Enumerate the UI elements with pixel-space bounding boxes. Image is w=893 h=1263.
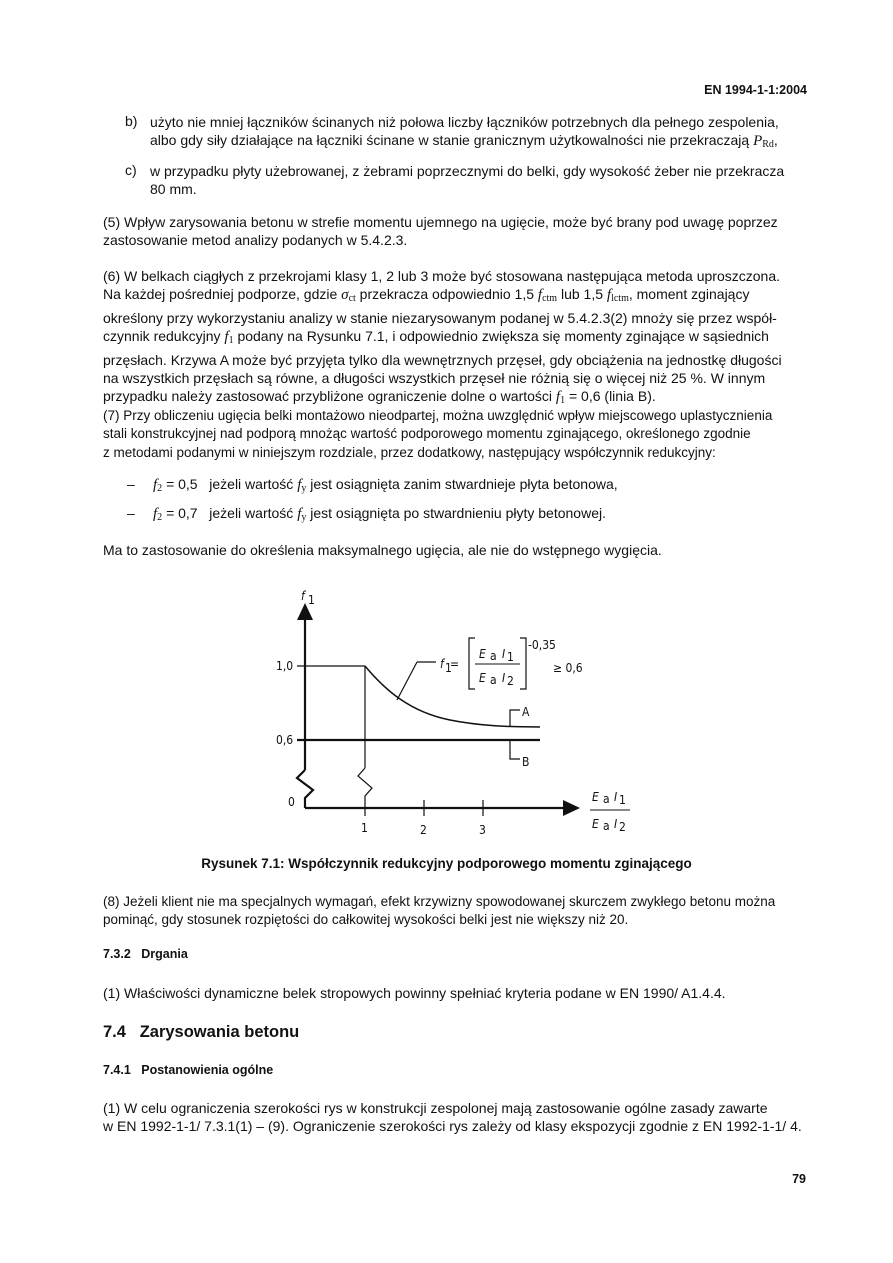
- symbol-sigma: σ: [341, 287, 349, 304]
- subscript-y: y: [301, 483, 307, 494]
- paragraph-6-line5: przęsłach. Krzywa A może być przyjęta tylko dla wewnętrznych przęseł, gdy obciążenia na jednostkę długości: [103, 351, 782, 368]
- symbol-f: f: [224, 329, 229, 346]
- subscript-ct: ct: [348, 293, 356, 305]
- dash-item-eq: = 0,5: [166, 476, 198, 492]
- formula-den-E: E: [479, 671, 486, 685]
- subscript-1: 1: [560, 395, 566, 407]
- p6-text: lub 1,5: [560, 286, 604, 303]
- paragraph-6-line1: (6) W belkach ciągłych z przekrojami klasy 1, 2 lub 3 może być stosowana następująca metoda uproszczona.: [103, 268, 780, 284]
- section-7-3-2-heading: [103, 947, 188, 961]
- section-title: Postanowienia ogólne: [141, 1063, 274, 1077]
- xlabel-den-a: a: [603, 819, 610, 833]
- p6-text: przekracza odpowiednio 1,5: [359, 286, 535, 303]
- list-item-b: [150, 113, 807, 155]
- dash-item-text: jest osiągnięta zanim stwardnieje płyta betonowa,: [310, 476, 618, 492]
- symbol-f: f: [153, 506, 158, 522]
- symbol-f: f: [297, 506, 302, 522]
- page-number: 79: [792, 1172, 806, 1186]
- formula-den-sub: 2: [507, 674, 514, 688]
- x-axis-arrow: [563, 800, 580, 816]
- x-tick-label: 2: [420, 823, 427, 837]
- paragraph-8-line2: pominąć, gdy stosunek rozpiętości do całkowitej wysokości belki jest nie większy niż 20.: [103, 912, 629, 928]
- subscript-Rd: Rd: [762, 139, 774, 151]
- x-tick-label: 1: [361, 821, 368, 835]
- figure-7-1: [0, 580, 893, 850]
- section-title: Drgania: [141, 947, 188, 961]
- dash-item-eq: = 0,7: [166, 505, 198, 521]
- bracket-A: [510, 710, 520, 727]
- symbol-f: f: [606, 287, 612, 304]
- xlabel-den-sub: 2: [619, 820, 626, 834]
- section-7-4-heading: [103, 1023, 299, 1042]
- paragraph-6-line2: [103, 285, 807, 308]
- y-axis-label: f: [301, 589, 305, 603]
- bracket-right: [520, 638, 526, 689]
- xlabel-num-E: E: [592, 790, 599, 804]
- document-header-id: EN 1994-1-1:2004: [704, 83, 807, 97]
- figure-caption: Rysunek 7.1: Współczynnik redukcyjny podporowego momentu zginającego: [201, 856, 692, 871]
- paragraph-7-4-1-line1: (1) W celu ograniczenia szerokości rys w konstrukcji zespolonej mają zastosowanie ogólne zasady zawarte: [103, 1100, 768, 1116]
- symbol-f: f: [537, 287, 543, 304]
- symbol-f: f: [153, 477, 158, 493]
- paragraph-6-line4: [103, 327, 807, 350]
- formula-eq: =: [450, 657, 460, 671]
- p6-text: przypadku należy zastosować przybliżone ograniczenie dolne o wartości: [103, 388, 553, 405]
- symbol-f: f: [297, 477, 302, 493]
- paragraph-5-line2: zastosowanie metod analizy podanych w 5.4.2.3.: [103, 232, 408, 249]
- section-7-4-1-heading: [103, 1063, 273, 1077]
- list-item-c-line2: 80 mm.: [150, 181, 197, 198]
- dash-item-1: [153, 475, 618, 498]
- paragraph-7-4-1: [103, 1099, 807, 1136]
- paragraph-5-line1: (5) Wpływ zarysowania betonu w strefie momentu ujemnego na ugięcie, może być brany pod uwagę poprzez: [103, 214, 778, 230]
- subscript-ctm: ctm: [542, 293, 558, 305]
- xlabel-num-I: I: [614, 790, 618, 804]
- paragraph-7-line2: stali konstrukcyjnej nad podporą mnożąc wartość podporowego momentu zginającego, określonego zgodnie: [103, 426, 751, 442]
- p6-text: Na każdej pośredniej podporze, gdzie: [103, 286, 338, 303]
- paragraph-8: [103, 893, 807, 930]
- formula-geq: ≥ 0,6: [553, 661, 583, 675]
- list-item-b-end: ,: [773, 132, 778, 149]
- p6-text: podany na Rysunku 7.1, i odpowiednio zwiększa się momenty zginające w sąsiednich: [237, 328, 769, 345]
- formula-f-sub: 1: [445, 661, 452, 675]
- paragraph-7-line3: z metodami podanymi w niniejszym rozdziale, przez dodatkowy, następujący współczynnik redukcyjny:: [103, 444, 716, 460]
- p6-text: , moment zginający: [628, 286, 750, 303]
- list-item-b-line1: użyto nie mniej łączników ścinanych niż połowa liczby łączników potrzebnych dla pełnego zespolenia,: [150, 114, 779, 130]
- paragraph-7-3-2: (1) Właściwości dynamiczne belek stropowych powinny spełniać kryteria podane w EN 1990/ A1.4.4.: [103, 985, 726, 1001]
- xlabel-den-E: E: [592, 817, 599, 831]
- dash-item-text: jest osiągnięta po stwardnieniu płyty betonowej.: [310, 505, 606, 521]
- paragraph-7-4-1-line2: w EN 1992-1-1/ 7.3.1(1) – (9). Ograniczenie szerokości rys zależy od klasy ekspozycji zgodnie z EN 1992-1-1/ 4.: [103, 1118, 802, 1135]
- paragraph-after-list: Ma to zastosowanie do określenia maksymalnego ugięcia, ale nie do wstępnego wygięcia.: [103, 542, 662, 558]
- paragraph-6-line6: na wszystkich przęsłach są równe, a długości wszystkich przęseł nie różnią się o więcej niż 25 %. W innym: [103, 370, 766, 387]
- paragraph-6-line3: określony przy wykorzystaniu analizy w stanie niezarysowanym podanej w 5.4.2.3(2) mnoży się przez współ-: [103, 309, 777, 326]
- paragraph-6: [103, 267, 807, 411]
- xlabel-den-I: I: [614, 817, 618, 831]
- symbol-f: f: [555, 389, 561, 406]
- dash-marker: –: [127, 505, 135, 521]
- dash-item-text: jeżeli wartość: [209, 476, 294, 492]
- formula-num-sub: 1: [507, 650, 514, 664]
- subscript-2: 2: [157, 512, 163, 523]
- section-number: 7.3.2: [103, 947, 131, 961]
- y-tick-label: 1,0: [276, 659, 294, 673]
- y-axis-label-sub: 1: [308, 593, 315, 607]
- label-B: B: [522, 755, 530, 769]
- y-axis-break: [297, 770, 313, 808]
- section-number: 7.4: [103, 1023, 126, 1041]
- formula-num-I: I: [502, 647, 506, 661]
- dash-item-2: [153, 504, 606, 527]
- xlabel-num-a: a: [603, 792, 610, 806]
- formula-exponent: -0,35: [528, 638, 556, 652]
- list-item-c-line1: w przypadku płyty użebrowanej, z żebrami poprzecznymi do belki, gdy wysokość żeber nie przekracza: [150, 163, 785, 179]
- subscript-lctm: lctm: [611, 293, 629, 305]
- xlabel-num-sub: 1: [619, 793, 626, 807]
- p6-text: = 0,6 (linia B).: [568, 388, 656, 405]
- bracket-B: [510, 740, 520, 759]
- subscript-1: 1: [228, 335, 234, 347]
- list-item-c: [150, 162, 807, 199]
- formula-leader: [397, 662, 417, 700]
- paragraph-7-line1: (7) Przy obliczeniu ugięcia belki montażowo nieodpartej, można uwzględnić wpływ miejscowego uplastycznienia: [103, 408, 773, 423]
- list-item-b-line2: [150, 131, 807, 154]
- section-number: 7.4.1: [103, 1063, 131, 1077]
- p6-text: czynnik redukcyjny: [103, 328, 221, 345]
- formula-num-E: E: [479, 647, 486, 661]
- paragraph-7: [103, 407, 807, 462]
- y-tick-label: 0,6: [276, 733, 294, 747]
- formula-den-a: a: [490, 673, 497, 687]
- formula-den-I: I: [502, 671, 506, 685]
- bracket-left: [469, 638, 475, 689]
- dash-item-text: jeżeli wartość: [209, 505, 294, 521]
- section-title: Zarysowania betonu: [139, 1023, 300, 1041]
- subscript-y: y: [301, 512, 307, 523]
- symbol-P: P: [753, 133, 763, 150]
- label-A: A: [522, 705, 530, 719]
- subscript-2: 2: [157, 483, 163, 494]
- y-tick-label: 0: [288, 795, 295, 809]
- dash-marker: –: [127, 476, 135, 492]
- list-marker-b: b): [125, 113, 138, 129]
- list-marker-c: c): [125, 162, 137, 178]
- x-tick-label: 3: [479, 823, 486, 837]
- paragraph-8-line1: (8) Jeżeli klient nie ma specjalnych wymagań, efekt krzywizny spowodowanej skurczem zwykłego betonu można: [103, 894, 776, 909]
- formula-f: f: [440, 657, 444, 671]
- list-item-b-text: albo gdy siły działające na łączniki ścinane w stanie granicznym użytkowalności nie przekraczają: [150, 132, 750, 149]
- formula-num-a: a: [490, 649, 497, 663]
- paragraph-5: [103, 213, 807, 250]
